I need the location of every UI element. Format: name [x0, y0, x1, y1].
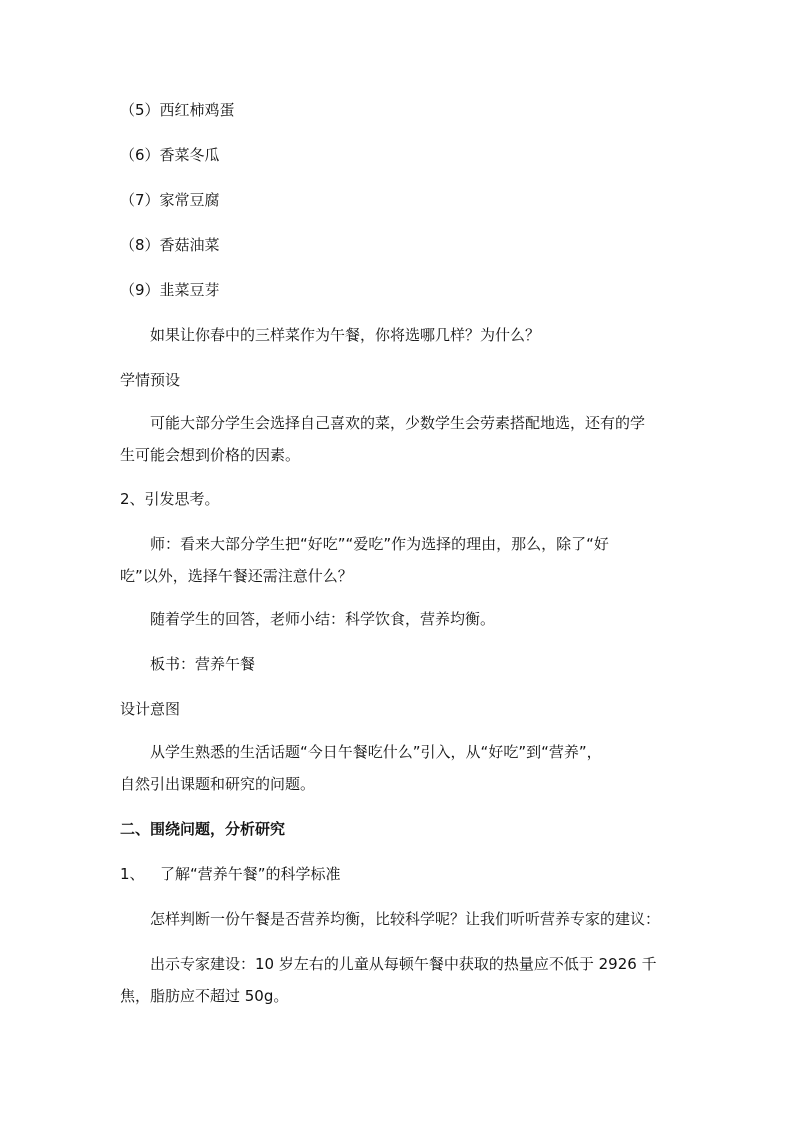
list-item: （5）西红柿鸡蛋 [120, 101, 235, 119]
expert-paragraph-line1: 出示专家建设：10 岁左右的儿童从每顿午餐中获取的热量应不低于 2926 千 [150, 955, 657, 973]
preset-paragraph-line2: 生可能会想到价格的因素。 [120, 446, 301, 464]
step2-heading: 2、引发思考。 [120, 490, 220, 508]
section-heading-preset: 学情预设 [120, 371, 181, 389]
judge-text: 怎样判断一份午餐是否营养均衡，比较科学呢？让我们听听营养专家的建议： [150, 910, 661, 928]
summary-text: 随着学生的回答，老师小结：科学饮食，营养均衡。 [150, 610, 496, 628]
board-text: 板书：营养午餐 [150, 655, 256, 673]
section-heading-design: 设计意图 [120, 700, 181, 718]
design-paragraph-line1: 从学生熟悉的生活话题“今日午餐吃什么”引入，从“好吃”到“营养”， [150, 743, 602, 761]
step1-heading: 了解“营养午餐”的科学标准 [160, 865, 341, 883]
question-text: 如果让你春中的三样菜作为午餐，你将选哪几样？为什么？ [150, 326, 541, 344]
list-item: （9）韭菜豆芽 [120, 281, 220, 299]
teacher-paragraph-line2: 吃”以外，选择午餐还需注意什么？ [120, 567, 353, 585]
preset-paragraph-line1: 可能大部分学生会选择自己喜欢的菜，少数学生会劳素搭配地选，还有的学 [150, 414, 646, 432]
design-paragraph-line2: 自然引出课题和研究的问题。 [120, 775, 316, 793]
step1-number: 1、 [120, 865, 145, 883]
part2-heading: 二、围绕问题，分析研究 [120, 820, 286, 838]
expert-paragraph-line2: 焦，脂肪应不超过 50g。 [120, 987, 289, 1005]
list-item: （6）香菜冬瓜 [120, 146, 220, 164]
list-item: （7）家常豆腐 [120, 191, 220, 209]
teacher-paragraph-line1: 师：看来大部分学生把“好吃”“爱吃”作为选择的理由，那么，除了“好 [150, 535, 609, 553]
list-item: （8）香菇油菜 [120, 236, 220, 254]
